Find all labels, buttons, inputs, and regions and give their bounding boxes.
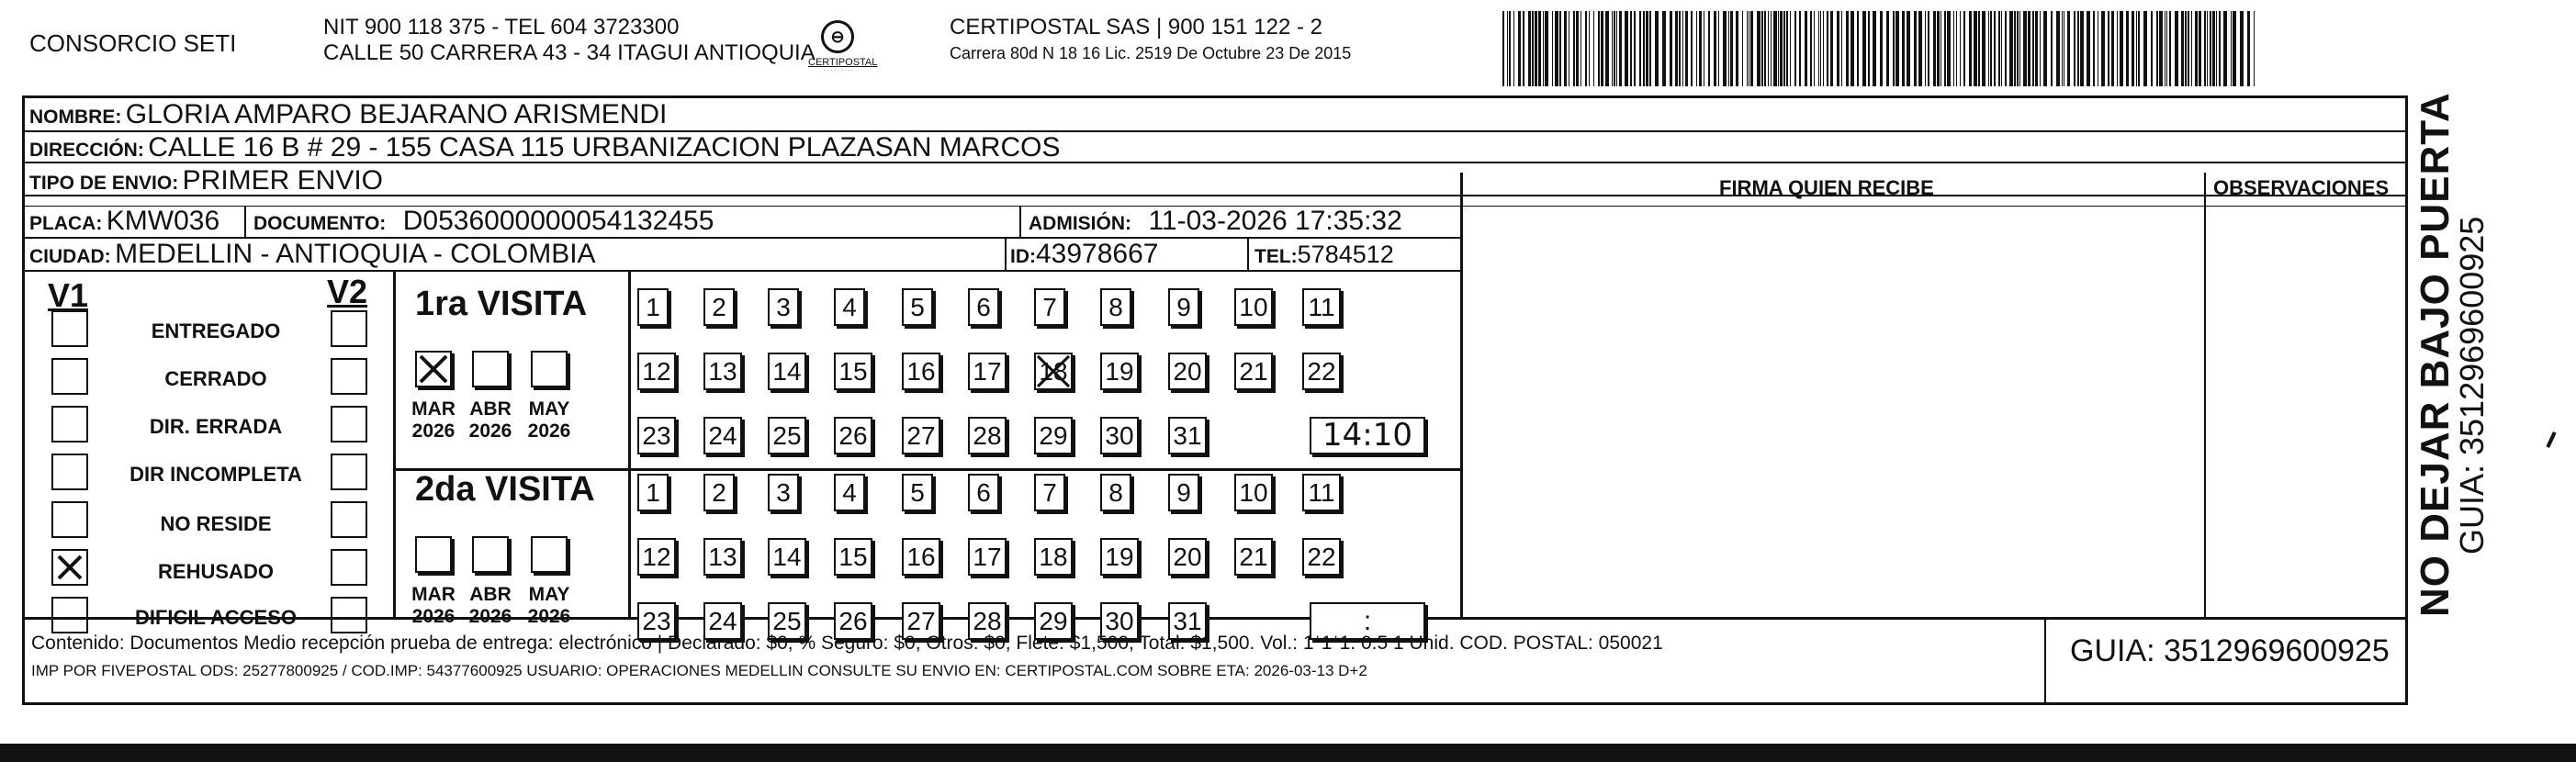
day-box-12[interactable] — [637, 353, 676, 390]
day-number: 20 — [1173, 543, 1202, 571]
placa-label: PLACA: — [29, 213, 103, 234]
month-checkbox-abr[interactable] — [472, 536, 509, 573]
tel-cell — [1254, 242, 1394, 267]
v2-checkbox[interactable] — [331, 549, 367, 586]
day-number: 22 — [1307, 357, 1336, 386]
month-label — [406, 398, 461, 443]
day-box-1[interactable] — [637, 288, 669, 326]
status-label: CERRADO — [164, 367, 267, 390]
day-number: 6 — [976, 293, 991, 321]
day-number: 25 — [772, 607, 802, 635]
visit-title: 1ra VISITA — [415, 285, 588, 323]
month-label — [522, 398, 577, 443]
day-number: 21 — [1239, 357, 1268, 386]
observaciones-label: OBSERVACIONES — [2213, 176, 2390, 199]
certipostal-logo — [808, 20, 878, 73]
day-number: 10 — [1239, 293, 1268, 321]
no-dejar-warning: NO DEJAR BAJO PUERTA — [2413, 92, 2458, 617]
status-label: REHUSADO — [158, 560, 274, 583]
documento-label: DOCUMENTO: — [253, 213, 387, 234]
side-guia: GUIA: 3512969600925 — [2453, 216, 2491, 555]
tel-value: 5784512 — [1297, 241, 1394, 268]
day-number: 10 — [1239, 478, 1268, 507]
day-box-22[interactable] — [1302, 353, 1341, 390]
day-box-3[interactable] — [768, 288, 799, 326]
day-number: 30 — [1105, 607, 1134, 635]
month-year: 2026 — [527, 606, 571, 627]
v2-checkbox[interactable] — [331, 501, 367, 538]
nit-line: NIT 900 118 375 - TEL 604 3723300 — [323, 15, 680, 39]
day-number: 12 — [642, 357, 671, 386]
day-box-21[interactable] — [1234, 538, 1273, 576]
day-number: 7 — [1042, 293, 1057, 321]
admision-cell — [1029, 207, 1402, 235]
x-mark-icon — [1034, 353, 1073, 390]
day-box-8[interactable] — [1100, 474, 1131, 511]
day-number: 11 — [1308, 478, 1335, 507]
v1-checkbox[interactable] — [51, 406, 88, 443]
day-box-5[interactable] — [902, 288, 933, 326]
day-number: 6 — [976, 478, 991, 507]
day-number: 9 — [1176, 293, 1191, 321]
time-box[interactable] — [1310, 417, 1425, 454]
day-number: 8 — [1108, 293, 1123, 321]
company-nit-address — [323, 15, 816, 66]
day-box-25[interactable] — [768, 417, 806, 454]
time-value: : — [1363, 606, 1372, 636]
day-number: 16 — [906, 543, 936, 571]
day-number: 18 — [1039, 543, 1068, 571]
day-box-17[interactable] — [968, 538, 1007, 576]
day-box-14[interactable] — [768, 353, 806, 390]
day-box-27[interactable] — [902, 417, 940, 454]
day-number: 11 — [1308, 293, 1335, 321]
certipostal-line2: Carrera 80d N 18 16 Lic. 2519 De Octubre 23 De 2015 — [950, 44, 1352, 62]
day-box-2[interactable] — [703, 474, 735, 511]
month-year: 2026 — [468, 606, 512, 627]
day-number: 19 — [1105, 357, 1134, 386]
month-year: 2026 — [527, 420, 571, 442]
day-number: 5 — [910, 478, 925, 507]
day-number: 17 — [973, 543, 1002, 571]
ciudad-cell — [29, 241, 596, 268]
nombre-row — [29, 101, 667, 129]
day-box-7[interactable] — [1034, 288, 1065, 326]
day-box-16[interactable] — [902, 353, 940, 390]
day-number: 3 — [776, 478, 791, 507]
month-checkbox-abr[interactable] — [472, 351, 509, 387]
v1-checkbox[interactable] — [51, 358, 88, 395]
month-checkbox-mar[interactable] — [415, 351, 452, 387]
status-label: DIR INCOMPLETA — [129, 463, 302, 486]
tipo-label: TIPO DE ENVIO: — [29, 173, 179, 194]
v1-checkbox[interactable] — [51, 310, 88, 347]
v2-checkbox[interactable] — [331, 406, 367, 443]
day-number: 13 — [708, 543, 737, 571]
status-label: DIR. ERRADA — [149, 415, 283, 438]
day-number: 7 — [1042, 478, 1057, 507]
day-number: 29 — [1039, 607, 1068, 635]
day-box-11[interactable] — [1302, 288, 1341, 326]
month-label — [406, 584, 461, 628]
v2-checkbox[interactable] — [331, 454, 367, 490]
ciudad-label: CIUDAD: — [29, 246, 111, 267]
day-number: 1 — [646, 293, 660, 321]
day-box-1[interactable] — [637, 474, 669, 511]
nombre-label: NOMBRE: — [29, 106, 122, 128]
day-number: 4 — [842, 478, 857, 507]
day-number: 23 — [642, 421, 671, 450]
v1-heading: V1 — [48, 276, 89, 314]
day-box-17[interactable] — [968, 353, 1007, 390]
nombre-value: GLORIA AMPARO BEJARANO ARISMENDI — [125, 99, 668, 129]
day-box-15[interactable] — [834, 538, 872, 576]
admision-label: ADMISIÓN: — [1029, 213, 1131, 234]
placa-value: KMW036 — [106, 206, 220, 236]
day-box-12[interactable] — [637, 538, 676, 576]
status-label: DIFICIL ACCESO — [134, 606, 297, 629]
day-box-15[interactable] — [834, 353, 872, 390]
day-number: 25 — [772, 421, 802, 450]
day-box-24[interactable] — [703, 417, 742, 454]
month-label — [463, 584, 518, 628]
day-number: 3 — [776, 293, 791, 321]
day-box-7[interactable] — [1034, 474, 1065, 511]
day-number: 15 — [838, 357, 868, 386]
month-label — [463, 398, 518, 443]
day-box-16[interactable] — [902, 538, 940, 576]
day-number: 29 — [1039, 421, 1068, 450]
day-number: 2 — [712, 293, 726, 321]
address-line: CALLE 50 CARRERA 43 - 34 ITAGUI ANTIOQUIA — [323, 40, 816, 65]
day-number: 27 — [906, 607, 936, 635]
day-number: 8 — [1108, 478, 1123, 507]
v2-checkbox[interactable] — [331, 358, 367, 395]
day-number: 5 — [910, 293, 925, 321]
day-box-10[interactable] — [1234, 288, 1273, 326]
firma-label: FIRMA QUIEN RECIBE — [1719, 176, 1934, 199]
day-box-19[interactable] — [1100, 538, 1139, 576]
day-number: 19 — [1105, 543, 1134, 571]
day-box-14[interactable] — [768, 538, 806, 576]
id-cell — [1010, 241, 1158, 268]
day-number: 26 — [838, 421, 868, 450]
month-name: MAR — [411, 398, 456, 420]
x-mark-icon — [53, 551, 86, 584]
admision-value: 11-03-2026 17:35:32 — [1148, 206, 1402, 236]
day-box-28[interactable] — [968, 417, 1007, 454]
certipostal-info — [950, 15, 1351, 66]
day-box-3[interactable] — [768, 474, 799, 511]
day-number: 16 — [906, 357, 936, 386]
documento-value: D0536000000054132455 — [402, 206, 714, 236]
day-box-29[interactable] — [1034, 417, 1073, 454]
day-box-18[interactable] — [1034, 353, 1073, 390]
day-box-6[interactable] — [968, 474, 999, 511]
day-box-4[interactable] — [834, 474, 865, 511]
placa-cell — [29, 207, 219, 235]
v2-heading: V2 — [327, 273, 368, 310]
company-name: CONSORCIO SETI — [29, 29, 237, 57]
day-number: 26 — [838, 607, 868, 635]
day-number: 12 — [642, 543, 671, 571]
day-number: 14 — [772, 543, 802, 571]
documento-cell — [253, 207, 714, 235]
month-name: MAR — [411, 584, 456, 605]
direccion-value: CALLE 16 B # 29 - 155 CASA 115 URBANIZACION PLAZASAN MARCOS — [148, 132, 1061, 162]
day-number: 24 — [708, 607, 737, 635]
day-box-13[interactable] — [703, 353, 742, 390]
day-box-6[interactable] — [968, 288, 999, 326]
day-box-11[interactable] — [1302, 474, 1341, 511]
day-number: 4 — [842, 293, 857, 321]
day-number: 22 — [1307, 543, 1336, 571]
day-number: 17 — [973, 357, 1002, 386]
day-number: 20 — [1173, 357, 1202, 386]
day-number: 28 — [973, 421, 1002, 450]
day-number: 15 — [838, 543, 868, 571]
v2-checkbox[interactable] — [331, 310, 367, 347]
logo-ring-icon: ⊖ — [821, 20, 854, 53]
v1-checkbox[interactable] — [51, 549, 88, 586]
day-number: 18 — [1039, 357, 1068, 386]
day-box-21[interactable] — [1234, 353, 1273, 390]
day-box-23[interactable] — [637, 417, 676, 454]
day-box-26[interactable] — [834, 417, 872, 454]
day-box-19[interactable] — [1100, 353, 1139, 390]
pen-mark-icon — [2546, 431, 2556, 448]
day-number: 27 — [906, 421, 936, 450]
status-label: ENTREGADO — [151, 319, 281, 342]
day-number: 13 — [708, 357, 737, 386]
id-value: 43978667 — [1036, 239, 1159, 269]
month-year: 2026 — [411, 606, 456, 627]
day-number: 24 — [708, 421, 737, 450]
day-number: 1 — [646, 478, 660, 507]
v1-checkbox[interactable] — [51, 597, 88, 633]
month-checkbox-may[interactable] — [531, 351, 568, 387]
logo-tagline-icon: · · · · · · · · · — [824, 68, 853, 73]
month-name: MAY — [528, 398, 570, 420]
month-checkbox-may[interactable] — [531, 536, 568, 573]
day-number: 23 — [642, 607, 671, 635]
direccion-label: DIRECCIÓN: — [29, 140, 144, 161]
day-number: 31 — [1173, 421, 1202, 450]
day-number: 30 — [1105, 421, 1134, 450]
day-box-4[interactable] — [834, 288, 865, 326]
month-name: MAY — [528, 584, 570, 605]
month-name: ABR — [469, 398, 512, 420]
month-year: 2026 — [468, 420, 512, 442]
month-name: ABR — [469, 584, 512, 605]
ciudad-value: MEDELLIN - ANTIOQUIA - COLOMBIA — [115, 239, 596, 269]
day-box-30[interactable] — [1100, 417, 1139, 454]
day-number: 28 — [973, 607, 1002, 635]
day-number: 2 — [712, 478, 726, 507]
tel-label: TEL: — [1254, 246, 1298, 267]
day-box-9[interactable] — [1168, 474, 1199, 511]
month-year: 2026 — [411, 420, 456, 442]
barcode-icon — [1502, 11, 2255, 86]
day-number: 21 — [1239, 543, 1268, 571]
day-box-31[interactable] — [1168, 417, 1207, 454]
day-number: 9 — [1176, 478, 1191, 507]
direccion-row — [29, 134, 1060, 162]
day-box-9[interactable] — [1168, 288, 1199, 326]
day-box-18[interactable] — [1034, 538, 1073, 576]
day-box-10[interactable] — [1234, 474, 1273, 511]
x-mark-icon — [417, 353, 450, 386]
day-box-13[interactable] — [703, 538, 742, 576]
tipo-value: PRIMER ENVIO — [182, 165, 384, 196]
id-label: ID: — [1010, 246, 1036, 267]
day-box-20[interactable] — [1168, 538, 1207, 576]
visit-title: 2da VISITA — [415, 470, 595, 509]
month-label — [522, 584, 577, 628]
day-box-20[interactable] — [1168, 353, 1207, 390]
footer-content-line: Contenido: Documentos Medio recepción prueba de entrega: electrónico | Declarado: $0, % Seguro: $0, Otros: $0, Flete: $1,500, Total: $1,500. Vol.: 1*1*1. 0.5 1 Unid. COD. POSTAL: 050021 — [31, 633, 1663, 654]
bottom-border — [0, 744, 2576, 762]
logo-caption: CERTIPOSTAL — [808, 57, 878, 68]
certipostal-line1: CERTIPOSTAL SAS | 900 151 122 - 2 — [950, 15, 1322, 39]
v1-checkbox[interactable] — [51, 501, 88, 538]
day-box-5[interactable] — [902, 474, 933, 511]
day-box-2[interactable] — [703, 288, 735, 326]
day-number: 31 — [1173, 607, 1202, 635]
v1-checkbox[interactable] — [51, 454, 88, 490]
status-label: NO RESIDE — [160, 512, 272, 535]
v2-checkbox[interactable] — [331, 597, 367, 633]
month-checkbox-mar[interactable] — [415, 536, 452, 573]
footer-imp-line: IMP POR FIVEPOSTAL ODS: 25277800925 / COD.IMP: 54377600925 USUARIO: OPERACIONES MEDELLIN CONSULTE SU ENVIO EN: CERTIPOSTAL.COM SOBRE ETA: 2026-03-13 D+2 — [31, 662, 1367, 679]
day-box-8[interactable] — [1100, 288, 1131, 326]
footer-guia: GUIA: 3512969600925 — [2070, 633, 2390, 668]
day-number: 14 — [772, 357, 802, 386]
day-box-22[interactable] — [1302, 538, 1341, 576]
tipo-row — [29, 167, 383, 195]
time-value: 14:10 — [1322, 417, 1412, 454]
